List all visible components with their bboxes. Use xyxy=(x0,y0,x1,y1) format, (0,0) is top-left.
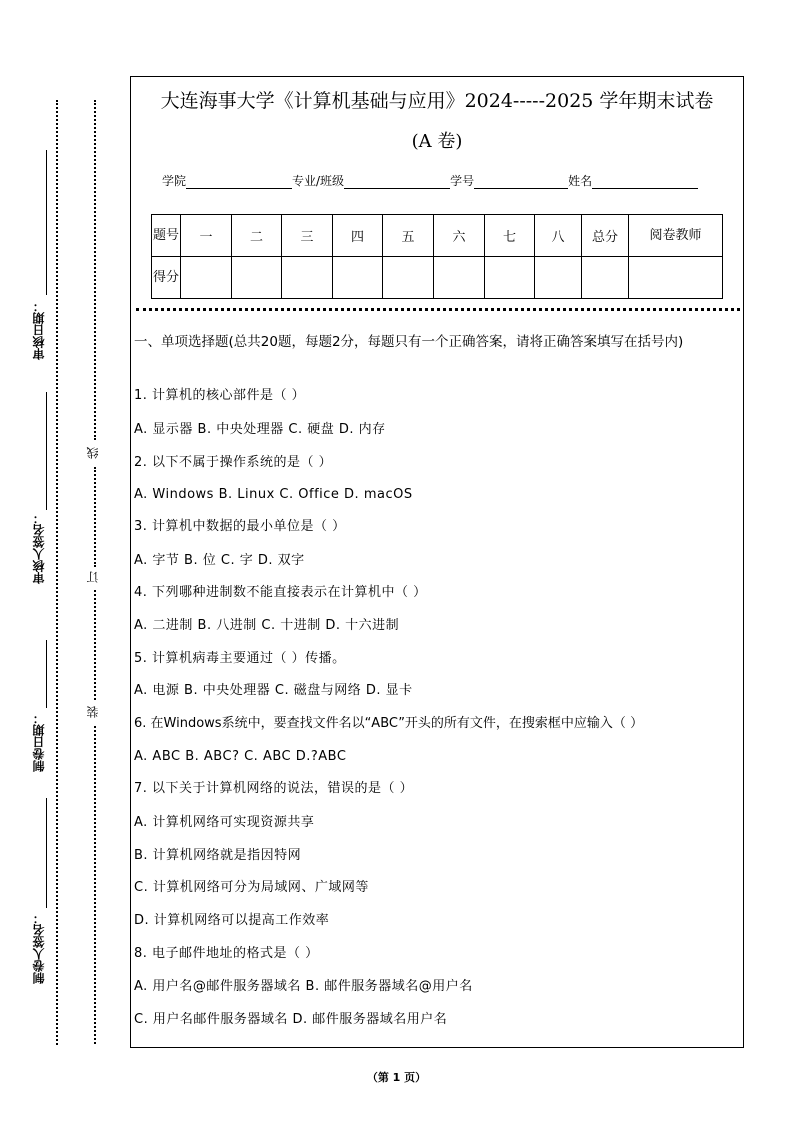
student-info-row xyxy=(162,173,698,189)
binding-char-staple: 订 xyxy=(86,571,100,583)
college-field[interactable] xyxy=(186,175,292,189)
question-3: 3. 计算机中数据的最小单位是（ ） xyxy=(134,519,346,534)
grader-label: 阅卷教师 xyxy=(629,215,723,257)
score-cell[interactable] xyxy=(485,257,535,299)
score-cell[interactable] xyxy=(333,257,383,299)
question-8: 8. 电子邮件地址的格式是（ ） xyxy=(134,946,319,961)
question-2-options: A. Windows B. Linux C. Office D. macOS xyxy=(134,487,413,502)
score-cell[interactable] xyxy=(181,257,232,299)
score-cell[interactable] xyxy=(232,257,282,299)
question-1: 1. 计算机的核心部件是（ ） xyxy=(134,388,306,403)
question-3-options: A. 字节 B. 位 C. 字 D. 双字 xyxy=(134,553,305,568)
question-number-label: 题号 xyxy=(152,215,181,257)
question-7: 7. 以下关于计算机网络的说法，错误的是（ ） xyxy=(134,781,414,796)
exam-title: 大连海事大学《计算机基础与应用》2024-----2025 学年期末试卷 xyxy=(160,90,714,112)
binding-dotted-line-inner-3 xyxy=(94,590,96,700)
question-7-option-a: A. 计算机网络可实现资源共享 xyxy=(134,815,315,830)
college-label: 学院 xyxy=(162,174,187,188)
grader-cell[interactable] xyxy=(629,257,723,299)
score-cell[interactable] xyxy=(383,257,434,299)
student-id-label: 学号 xyxy=(450,174,475,188)
question-7-option-b: B. 计算机网络就是指因特网 xyxy=(134,848,302,863)
author-sign-label: 制卷人签名： xyxy=(32,912,46,984)
author-sign-line[interactable] xyxy=(46,798,47,908)
score-table xyxy=(151,214,723,299)
exam-subtitle: (A 卷) xyxy=(411,131,463,152)
question-5-options: A. 电源 B. 中央处理器 C. 磁盘与网络 D. 显卡 xyxy=(134,683,413,698)
question-4: 4. 下列哪种进制数不能直接表示在计算机中（ ） xyxy=(134,585,427,600)
reviewer-sign-line[interactable] xyxy=(46,392,47,510)
binding-dotted-line-inner-1 xyxy=(94,100,96,440)
review-date-line[interactable] xyxy=(46,150,47,295)
question-6: 6. 在Windows系统中，要查找文件名以“ABC”开头的所有文件，在搜索框中应输入（ ） xyxy=(134,716,644,731)
question-5: 5. 计算机病毒主要通过（ ）传播。 xyxy=(134,651,346,666)
score-col-1: 一 xyxy=(181,215,232,257)
major-class-label: 专业/班级 xyxy=(292,174,345,188)
binding-char-fold: 装 xyxy=(86,706,100,718)
section-1-heading: 一、单项选择题(总共20题，每题2分，每题只有一个正确答案，请将正确答案填写在括号内) xyxy=(134,334,684,350)
question-7-option-d: D. 计算机网络可以提高工作效率 xyxy=(134,913,330,928)
question-1-options: A. 显示器 B. 中央处理器 C. 硬盘 D. 内存 xyxy=(134,422,386,437)
question-8-options-ab: A. 用户名@邮件服务器域名 B. 邮件服务器域名@用户名 xyxy=(134,979,473,994)
score-col-2: 二 xyxy=(232,215,282,257)
score-col-8: 八 xyxy=(535,215,582,257)
score-col-7: 七 xyxy=(485,215,535,257)
binding-dotted-line-outer xyxy=(56,100,58,1045)
header-separator xyxy=(136,308,740,311)
name-field[interactable] xyxy=(592,175,698,189)
author-date-line[interactable] xyxy=(46,640,47,708)
score-col-4: 四 xyxy=(333,215,383,257)
page-number: （第 1 页） xyxy=(366,1071,427,1084)
review-date-label: 审核日期： xyxy=(32,300,46,360)
question-2: 2. 以下不属于操作系统的是（ ） xyxy=(134,455,333,470)
student-id-field[interactable] xyxy=(474,175,568,189)
score-table-value-row xyxy=(152,257,723,299)
question-8-options-cd: C. 用户名邮件服务器域名 D. 邮件服务器域名用户名 xyxy=(134,1012,448,1027)
binding-dotted-line-inner-2 xyxy=(94,467,96,567)
score-col-3: 三 xyxy=(282,215,333,257)
score-col-6: 六 xyxy=(434,215,485,257)
score-col-total: 总分 xyxy=(582,215,629,257)
score-row-label: 得分 xyxy=(152,257,181,299)
author-date-label: 制卷日期： xyxy=(32,712,46,772)
score-col-5: 五 xyxy=(383,215,434,257)
question-6-options: A. ABC B. ABC? C. ABC D.?ABC xyxy=(134,749,347,764)
score-cell[interactable] xyxy=(434,257,485,299)
reviewer-sign-label: 审核人签名： xyxy=(32,512,46,584)
name-label: 姓名 xyxy=(568,174,593,188)
score-cell[interactable] xyxy=(282,257,333,299)
question-7-option-c: C. 计算机网络可分为局域网、广域网等 xyxy=(134,880,369,895)
binding-dotted-line-inner-4 xyxy=(94,726,96,1044)
major-class-field[interactable] xyxy=(344,175,450,189)
score-cell[interactable] xyxy=(535,257,582,299)
score-table-header-row xyxy=(152,215,723,257)
score-cell[interactable] xyxy=(582,257,629,299)
question-4-options: A. 二进制 B. 八进制 C. 十进制 D. 十六进制 xyxy=(134,618,400,633)
binding-char-line: 线 xyxy=(86,447,100,459)
